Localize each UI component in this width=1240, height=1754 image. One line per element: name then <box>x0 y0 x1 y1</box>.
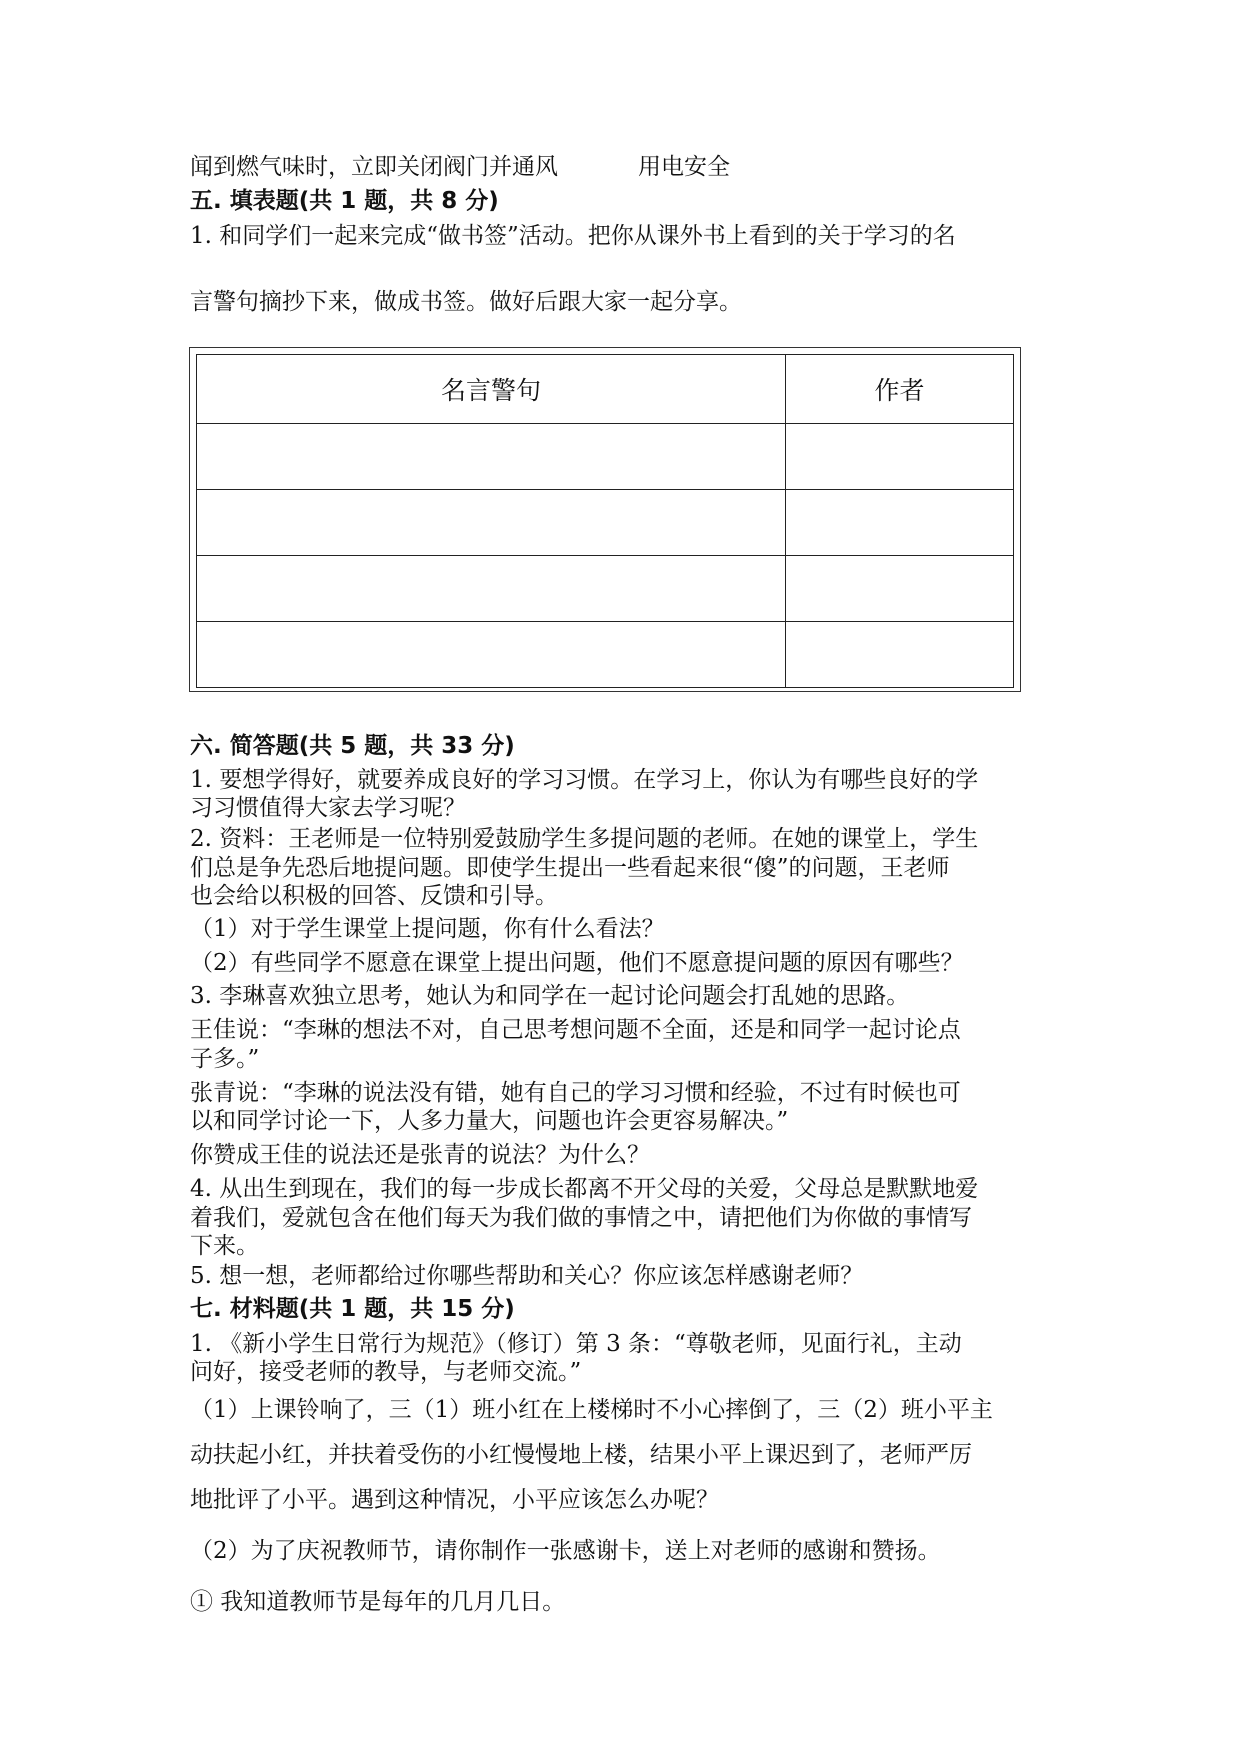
section7-line: ① 我知道教师节是每年的几月几日。 <box>190 1589 566 1615</box>
section6-line: 习习惯值得大家去学习呢？ <box>190 795 466 821</box>
section7-line: 1. 《新小学生日常行为规范》（修订）第 3 条：“尊敬老师，见面行礼，主动 <box>190 1331 962 1357</box>
table-row <box>197 556 1014 622</box>
section6-line: 们总是争先恐后地提问题。即使学生提出一些看起来很“傻”的问题，王老师 <box>190 855 950 881</box>
section6-line: 张青说：“李琳的说法没有错，她有自己的学习习惯和经验，不过有时候也可 <box>190 1080 961 1106</box>
author-cell[interactable] <box>786 556 1014 622</box>
quote-cell[interactable] <box>197 490 786 556</box>
section6-line: 下来。 <box>190 1233 259 1259</box>
section6-line: 1. 要想学得好，就要养成良好的学习习惯。在学习上，你认为有哪些良好的学 <box>190 767 979 793</box>
section6-heading: 六. 简答题(共 5 题，共 33 分) <box>190 733 515 759</box>
bookmark-table-frame <box>189 347 1021 692</box>
table-row <box>197 490 1014 556</box>
section6-line: 也会给以积极的回答、反馈和引导。 <box>190 883 558 909</box>
section5-q1-line2: 言警句摘抄下来，做成书签。做好后跟大家一起分享。 <box>190 289 742 315</box>
section5-heading: 五. 填表题(共 1 题，共 8 分) <box>190 188 499 214</box>
quote-cell[interactable] <box>197 556 786 622</box>
section6-line: 3. 李琳喜欢独立思考，她认为和同学在一起讨论问题会打乱她的思路。 <box>190 983 910 1009</box>
section6-line: 你赞成王佳的说法还是张青的说法？为什么？ <box>190 1142 650 1168</box>
top-line-left: 闻到燃气味时，立即关闭阀门并通风 <box>190 154 558 180</box>
section6-line: 5. 想一想，老师都给过你哪些帮助和关心？你应该怎样感谢老师？ <box>190 1263 864 1289</box>
section6-line: 2. 资料：王老师是一位特别爱鼓励学生多提问题的老师。在她的课堂上，学生 <box>190 826 979 852</box>
section7-line: 动扶起小红，并扶着受伤的小红慢慢地上楼，结果小平上课迟到了，老师严厉 <box>190 1442 972 1468</box>
author-cell[interactable] <box>786 490 1014 556</box>
section7-line: 问好，接受老师的教导，与老师交流。” <box>190 1359 582 1385</box>
section5-q1-line1: 1. 和同学们一起来完成“做书签”活动。把你从课外书上看到的关于学习的名 <box>190 223 956 249</box>
author-cell[interactable] <box>786 424 1014 490</box>
section6-line: 以和同学讨论一下，人多力量大，问题也许会更容易解决。” <box>190 1108 789 1134</box>
bookmark-table <box>196 354 1014 688</box>
top-line-right: 用电安全 <box>638 154 730 180</box>
table-row <box>197 622 1014 688</box>
quote-cell[interactable] <box>197 424 786 490</box>
table-row <box>197 424 1014 490</box>
section7-line: （1）上课铃响了，三（1）班小红在上楼梯时不小心摔倒了，三（2）班小平主 <box>190 1397 993 1423</box>
section7-heading: 七. 材料题(共 1 题，共 15 分) <box>190 1296 515 1322</box>
section6-line: （1）对于学生课堂上提问题，你有什么看法？ <box>190 916 665 942</box>
section7-line: 地批评了小平。遇到这种情况，小平应该怎么办呢？ <box>190 1487 719 1513</box>
table-header-quote: 名言警句 <box>197 355 786 424</box>
author-cell[interactable] <box>786 622 1014 688</box>
section6-line: 王佳说：“李琳的想法不对，自己思考想问题不全面，还是和同学一起讨论点 <box>190 1017 961 1043</box>
section6-line: 着我们，爱就包含在他们每天为我们做的事情之中，请把他们为你做的事情写 <box>190 1205 972 1231</box>
section6-line: 子多。” <box>190 1046 260 1072</box>
table-header-row <box>197 355 1014 424</box>
section6-line: 4. 从出生到现在，我们的每一步成长都离不开父母的关爱，父母总是默默地爱 <box>190 1176 979 1202</box>
section7-line: （2）为了庆祝教师节，请你制作一张感谢卡，送上对老师的感谢和赞扬。 <box>190 1538 941 1564</box>
top-line <box>190 152 730 182</box>
section6-line: （2）有些同学不愿意在课堂上提出问题，他们不愿意提问题的原因有哪些？ <box>190 950 964 976</box>
quote-cell[interactable] <box>197 622 786 688</box>
table-header-author: 作者 <box>786 355 1014 424</box>
